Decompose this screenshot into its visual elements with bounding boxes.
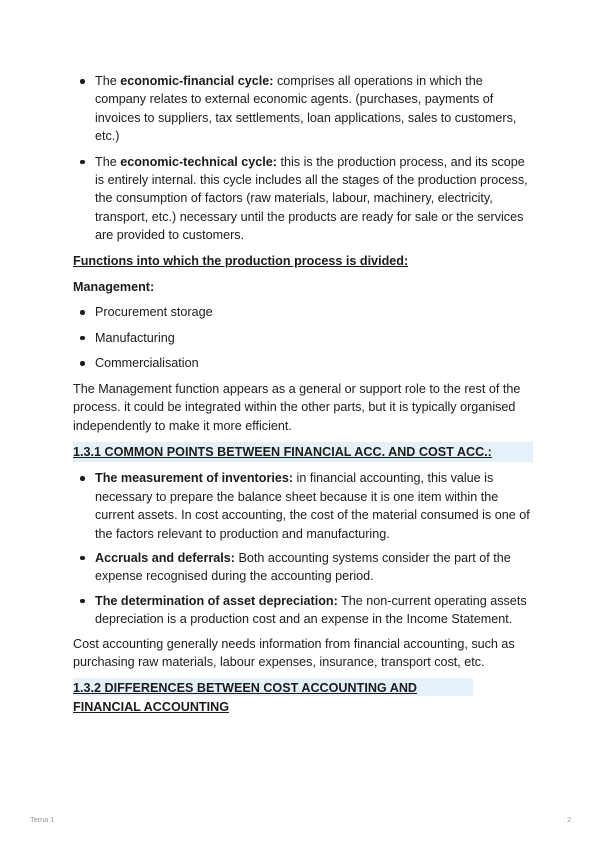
item-prefix: The — [95, 74, 121, 88]
cost-paragraph: Cost accounting generally needs information from financial accounting, such as purchasing raw materials, labour expenses, insurance, transport cost, etc. — [73, 636, 515, 669]
item-term: The measurement of inventories: — [95, 471, 294, 486]
list-item — [73, 592, 533, 629]
item-text: comprises all operations in which the company relates to external economic agents. (purchases, payments of invoices to suppliers, tax settlements, loan applications, sales to customers, etc.) — [95, 74, 517, 144]
management-list — [73, 303, 533, 372]
list-item — [73, 469, 533, 543]
footer-page-number: 2 — [567, 815, 572, 824]
item-prefix: The — [95, 154, 121, 169]
item-term: economic-financial cycle: — [120, 74, 274, 88]
document-page — [73, 72, 533, 724]
item-term: economic-technical cycle: — [120, 154, 277, 169]
cycles-list — [73, 72, 533, 245]
item-term: The determination of asset depreciation: — [95, 593, 338, 608]
list-item: Procurement storage — [73, 303, 533, 321]
common-points-list — [73, 469, 533, 628]
item-text: The non-current operating assets depreciation is a production cost and an expense in the Income Statement. — [95, 593, 527, 627]
list-item — [73, 153, 533, 245]
management-paragraph: The Management function appears as a general or support role to the rest of the process. it could be integrated within the other parts, but it is typically organised independently to make it more efficient. — [73, 381, 521, 433]
list-item: Manufacturing — [73, 329, 533, 347]
management-label: Management: — [73, 280, 155, 295]
item-text: in financial accounting, this value is necessary to prepare the balance sheet because it is one item within the current assets. In cost accounting, the cost of the material consumed is one of the factors relevant to production and manufacturing. — [95, 471, 530, 541]
item-term: Accruals and deferrals: — [95, 550, 235, 565]
section-heading-131: 1.3.1 COMMON POINTS BETWEEN FINANCIAL ACC. AND COST ACC.: — [73, 442, 533, 462]
footer-chapter: Tema 1 — [30, 815, 55, 824]
functions-heading: Functions into which the production process is divided: — [73, 253, 409, 268]
list-item — [73, 549, 533, 586]
list-item: Commercialisation — [73, 354, 533, 372]
section-heading-132: 1.3.2 DIFFERENCES BETWEEN COST ACCOUNTING AND FINANCIAL ACCOUNTING — [73, 678, 473, 717]
item-text: this is the production process, and its scope is entirely internal. this cycle includes all the stages of the production process, the consumption of factors (raw materials, labour, machinery, electricity, transport, etc.) necessary until the products are ready for sale or the services are provided to customers. — [95, 154, 528, 243]
list-item — [73, 72, 533, 146]
item-text: Both accounting systems consider the part of the expense recognised during the accounting period. — [95, 550, 511, 584]
